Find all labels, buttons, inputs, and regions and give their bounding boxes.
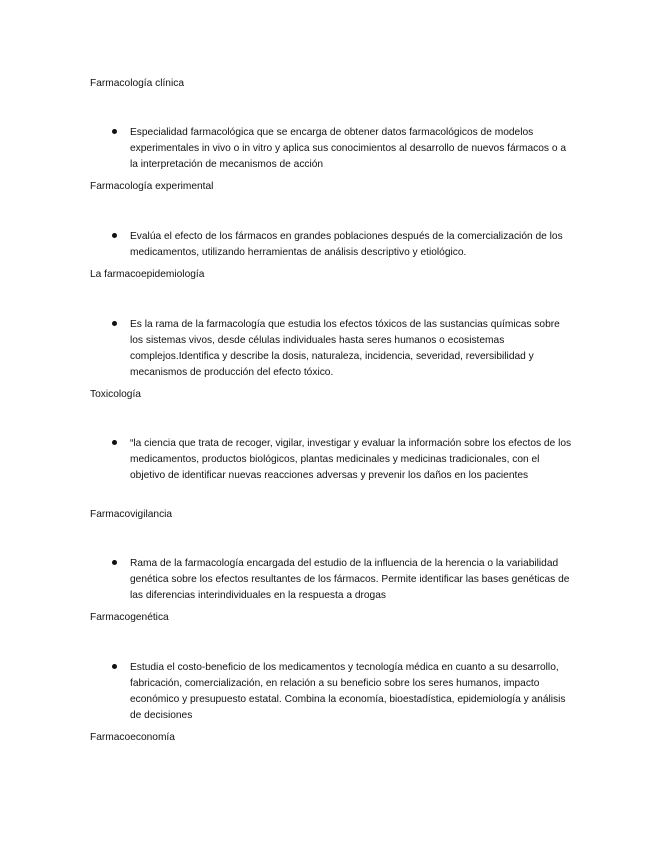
list-item-text: “la ciencia que trata de recoger, vigilar, investigar y evaluar la información sobre los efectos de los medicamentos, productos biológicos, plantas medicinales y medicinas tradicionales, con el objetivo de identificar nuevas reacciones adversas y prevenir los daños en los pacientes — [130, 438, 572, 481]
bullet-icon — [112, 321, 117, 326]
list-item-text: Especialidad farmacológica que se encarga de obtener datos farmacológicos de modelos experimentales in vivo o in vitro y aplica sus conocimientos al desarrollo de nuevos fármacos o a la interpretación de mecanismos de acción — [130, 127, 567, 170]
list-item — [112, 556, 572, 604]
list-item-text: Estudia el costo-beneficio de los medicamentos y tecnología médica en cuanto a su desarrollo, fabricación, comercialización, en relación a su beneficio sobre los seres humanos, impacto económico y presupuesto estatal. Combina la economía, bioestadística, epidemiología y análisis de decisiones — [130, 662, 566, 721]
section-heading: Farmacología experimental — [90, 181, 214, 192]
section-heading: Farmacovigilancia — [90, 509, 173, 520]
section-heading: Farmacogenética — [90, 612, 169, 623]
bullet-icon — [112, 560, 117, 565]
bullet-icon — [112, 440, 117, 445]
section-heading: Farmacoeconomía — [90, 732, 175, 743]
list-item — [112, 660, 572, 724]
list-item — [112, 436, 572, 484]
section-heading: Farmacología clínica — [90, 78, 184, 89]
list-item-text: Evalúa el efecto de los fármacos en grandes poblaciones después de la comercialización de los medicamentos, utilizando herramientas de análisis descriptivo y etiológico. — [130, 231, 563, 258]
list-item — [112, 317, 572, 381]
section-heading: La farmacoepidemiología — [90, 269, 205, 280]
list-item-text: Rama de la farmacología encargada del estudio de la influencia de la herencia o la variabilidad genética sobre los efectos resultantes de los fármacos. Permite identificar las bases genéticas de las diferencias interindividuales en la respuesta a drogas — [130, 558, 570, 601]
bullet-icon — [112, 233, 117, 238]
bullet-icon — [112, 129, 117, 134]
list-item — [112, 125, 572, 173]
list-item-text: Es la rama de la farmacología que estudia los efectos tóxicos de las sustancias químicas sobre los sistemas vivos, desde células individuales hasta seres humanos o ecosistemas complejos.Identifica y describe la dosis, naturaleza, incidencia, severidad, reversibilidad y mecanismos de producción del efecto tóxico. — [130, 319, 560, 378]
section-heading: Toxicología — [90, 389, 141, 400]
list-item — [112, 229, 572, 261]
bullet-icon — [112, 664, 117, 669]
